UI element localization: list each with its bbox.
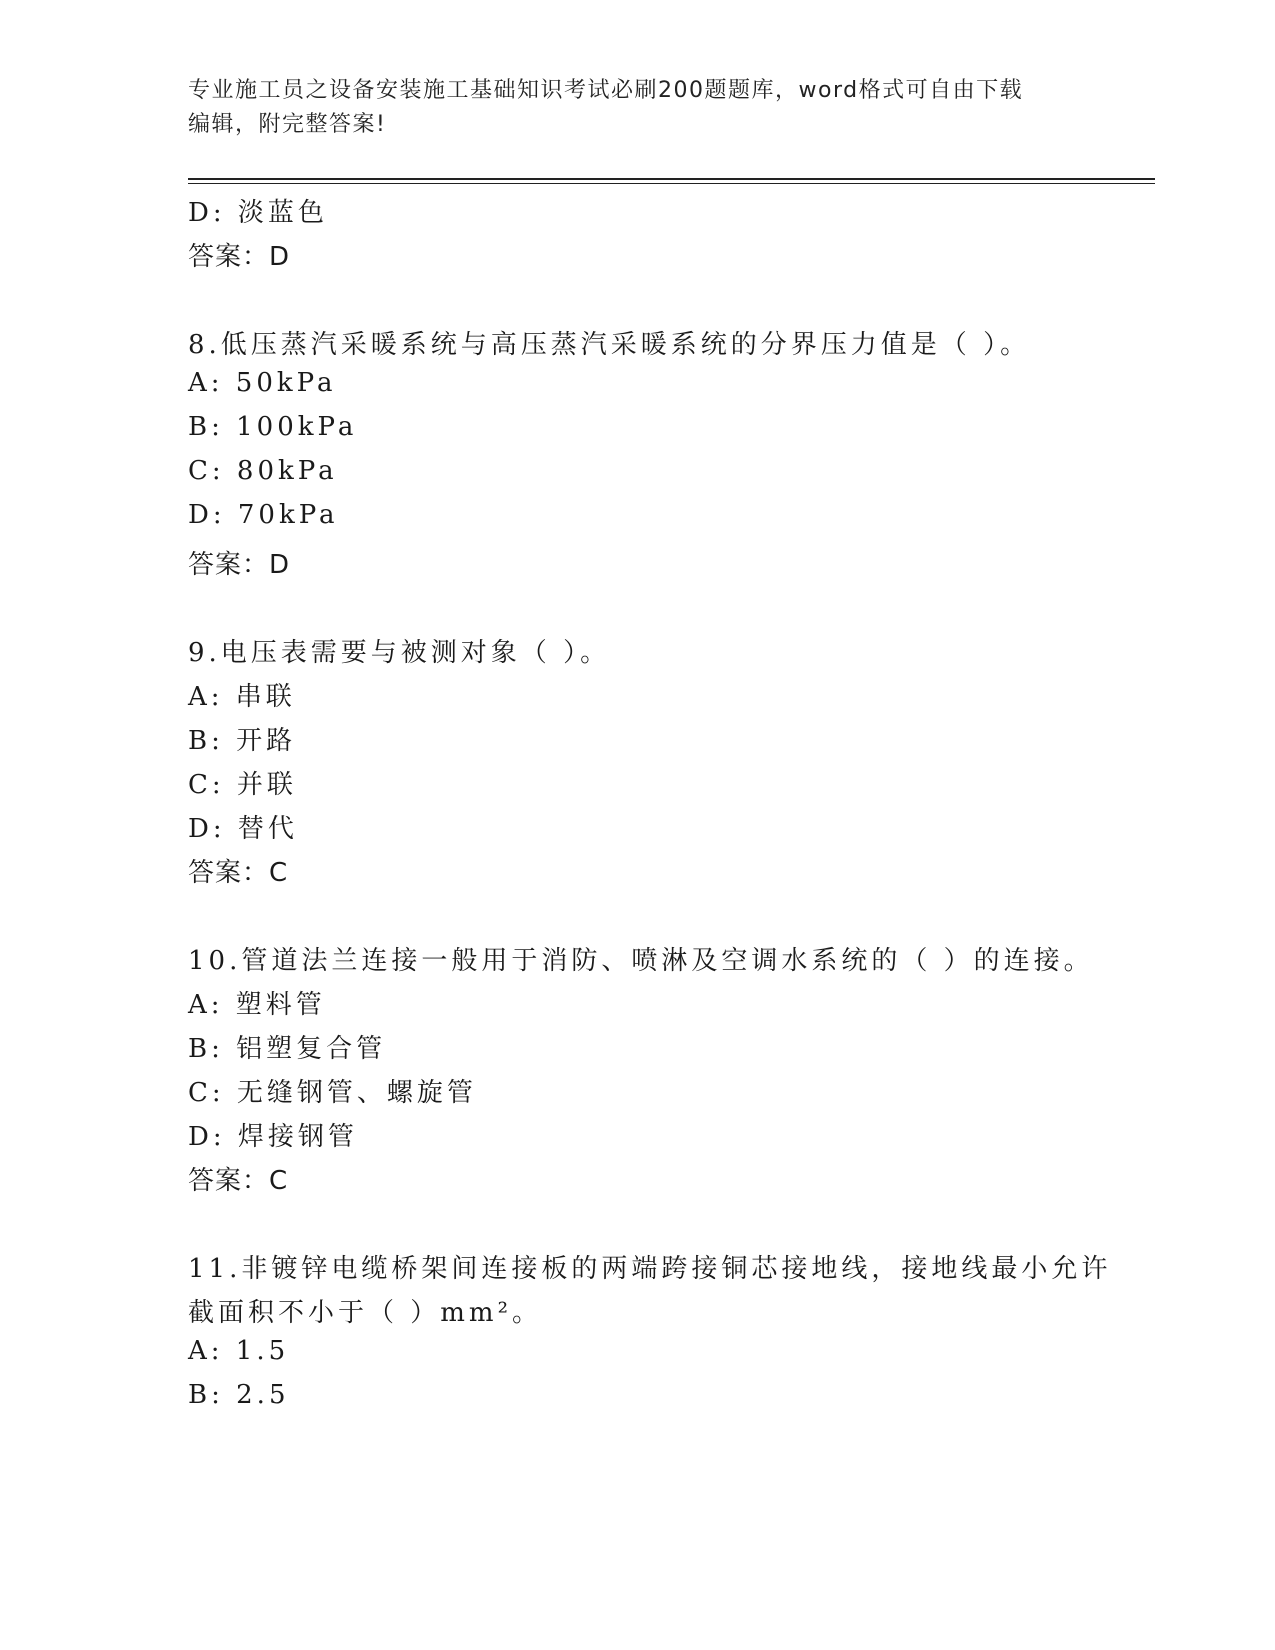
q7-answer: 答案：D — [188, 242, 291, 272]
q10-question: 10.管道法兰连接一般用于消防、喷淋及空调水系统的（ ）的连接。 — [188, 946, 1094, 976]
q11-option-a: A: 1.5 — [188, 1336, 290, 1366]
header-divider-thin — [188, 183, 1155, 184]
q11-question-line-2: 截面积不小于（ ）mm²。 — [188, 1298, 542, 1328]
q8-option-c: C: 80kPa — [188, 456, 338, 486]
document-header — [188, 74, 1088, 142]
q9-option-c: C: 并联 — [188, 770, 297, 800]
q10-option-c: C: 无缝钢管、螺旋管 — [188, 1078, 477, 1108]
header-divider-thick — [188, 178, 1155, 180]
q10-answer: 答案：C — [188, 1166, 289, 1196]
header-title-line-1: 专业施工员之设备安装施工基础知识考试必刷200题题库，word格式可自由下载 — [188, 78, 1024, 103]
q10-option-b: B: 铝塑复合管 — [188, 1034, 387, 1064]
q11-question-line-1: 11.非镀锌电缆桥架间连接板的两端跨接铜芯接地线，接地线最小允许 — [188, 1254, 1112, 1284]
q8-question: 8.低压蒸汽采暖系统与高压蒸汽采暖系统的分界压力值是（ ）。 — [188, 330, 1031, 360]
q10-option-a: A: 塑料管 — [188, 990, 326, 1020]
q7-option-d: D: 淡蓝色 — [188, 198, 328, 228]
q8-option-b: B: 100kPa — [188, 412, 358, 442]
q9-option-b: B: 开路 — [188, 726, 297, 756]
q9-question: 9.电压表需要与被测对象（ ）。 — [188, 638, 611, 668]
q11-option-b: B: 2.5 — [188, 1380, 290, 1410]
header-title-line-2: 编辑，附完整答案! — [188, 112, 387, 137]
q8-option-a: A: 50kPa — [188, 368, 337, 398]
q8-answer: 答案：D — [188, 550, 291, 580]
q8-option-d: D: 70kPa — [188, 500, 339, 530]
q9-answer: 答案：C — [188, 858, 289, 888]
q9-option-a: A: 串联 — [188, 682, 296, 712]
q9-option-d: D: 替代 — [188, 814, 298, 844]
q10-option-d: D: 焊接钢管 — [188, 1122, 358, 1152]
